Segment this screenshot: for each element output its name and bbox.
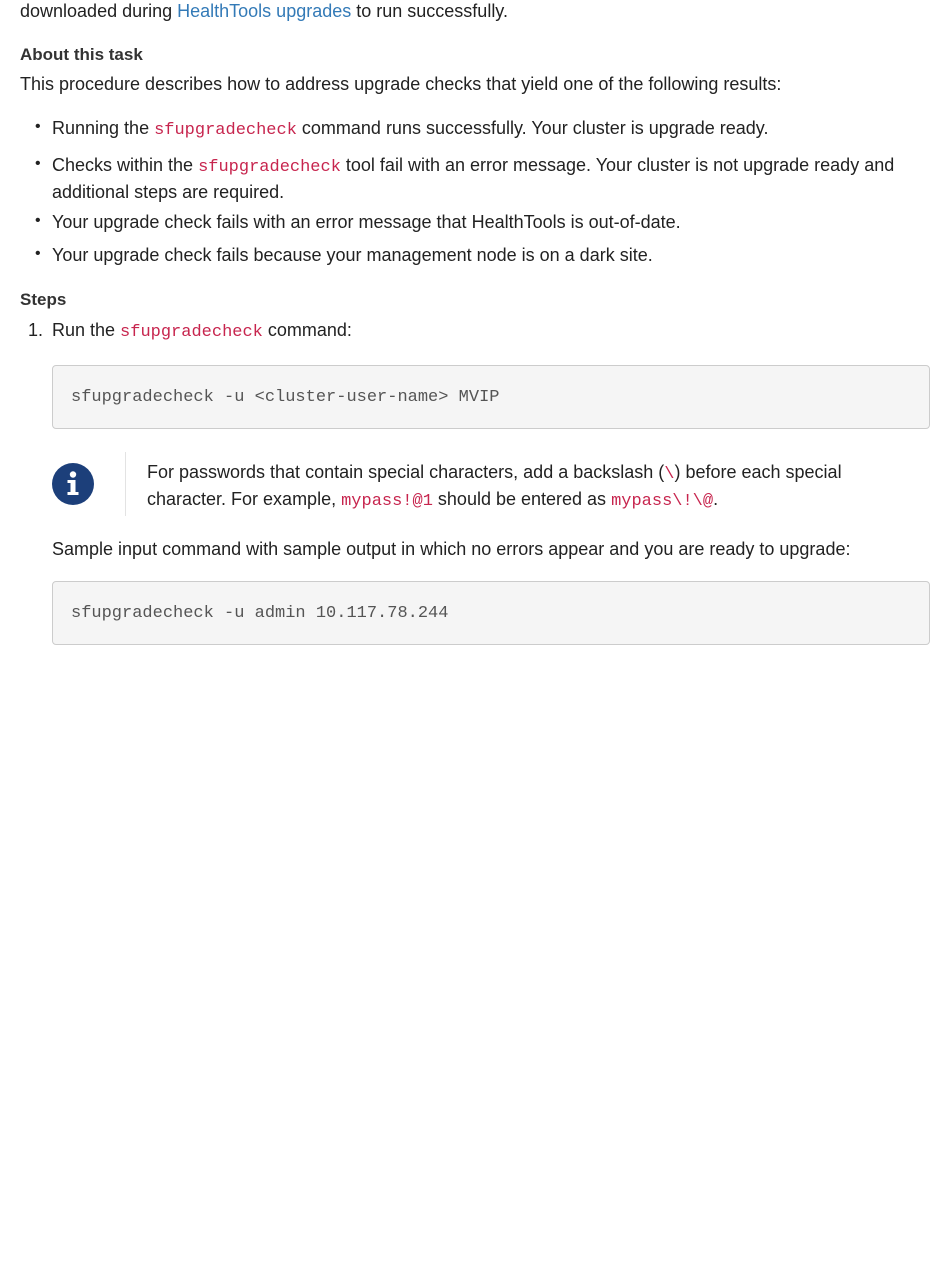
inline-code: sfupgradecheck <box>120 323 263 342</box>
bullet-text: command runs successfully. Your cluster is upgrade ready. <box>296 118 769 138</box>
about-task-description: This procedure describes how to address upgrade checks that yield one of the following results: <box>20 74 782 94</box>
list-item <box>20 153 932 210</box>
list-item <box>20 116 932 153</box>
bullet-text: Your upgrade check fails because your management node is on a dark site. <box>52 245 653 265</box>
bullet-text: Your upgrade check fails with an error message that HealthTools is out-of-date. <box>52 212 681 232</box>
note-text-part: should be entered as <box>432 489 612 509</box>
sample-command-code-block[interactable]: sfupgradecheck -u admin 10.117.78.244 <box>52 581 930 645</box>
note-divider <box>125 452 126 516</box>
step-text-before: Run the <box>52 320 121 340</box>
list-item <box>20 243 932 273</box>
intro-text-after: to run successfully. <box>351 1 508 21</box>
note-text-part: . <box>713 489 719 509</box>
info-icon <box>52 463 94 505</box>
inline-code: sfupgradecheck <box>198 158 341 177</box>
bullet-text: tool fail with an error message. Your cluster is not upgrade ready and <box>340 155 895 175</box>
bullet-text: additional steps are required. <box>52 182 285 202</box>
bullet-text: Checks within the <box>52 155 199 175</box>
step-number: 1. <box>28 320 44 340</box>
step-text-after: command: <box>262 320 352 340</box>
intro-text-before: downloaded during <box>20 1 178 21</box>
note-text-part: ) before each special <box>674 462 842 482</box>
about-task-heading: About this task <box>20 45 143 64</box>
note-text-part: character. For example, <box>147 489 342 509</box>
inline-code: sfupgradecheck <box>154 121 297 140</box>
intro-line <box>20 0 508 23</box>
note-callout <box>20 452 900 516</box>
inline-code: mypass!@1 <box>341 492 433 511</box>
step-text <box>52 318 352 345</box>
note-text-part: For passwords that contain special characters, add a backslash ( <box>147 462 665 482</box>
results-list <box>20 116 932 273</box>
info-icon-glyph <box>52 463 94 505</box>
healthtools-upgrades-link[interactable]: HealthTools upgrades <box>177 1 352 21</box>
inline-code: mypass\!\@ <box>611 492 714 511</box>
bullet-text: Running the <box>52 118 155 138</box>
list-item <box>20 210 932 243</box>
inline-code: \ <box>664 465 675 484</box>
note-text <box>147 460 882 514</box>
command-code-block[interactable]: sfupgradecheck -u <cluster-user-name> MVIP <box>52 365 930 429</box>
sample-description: Sample input command with sample output in which no errors appear and you are ready to upgrade: <box>52 539 851 559</box>
steps-heading: Steps <box>20 290 67 309</box>
